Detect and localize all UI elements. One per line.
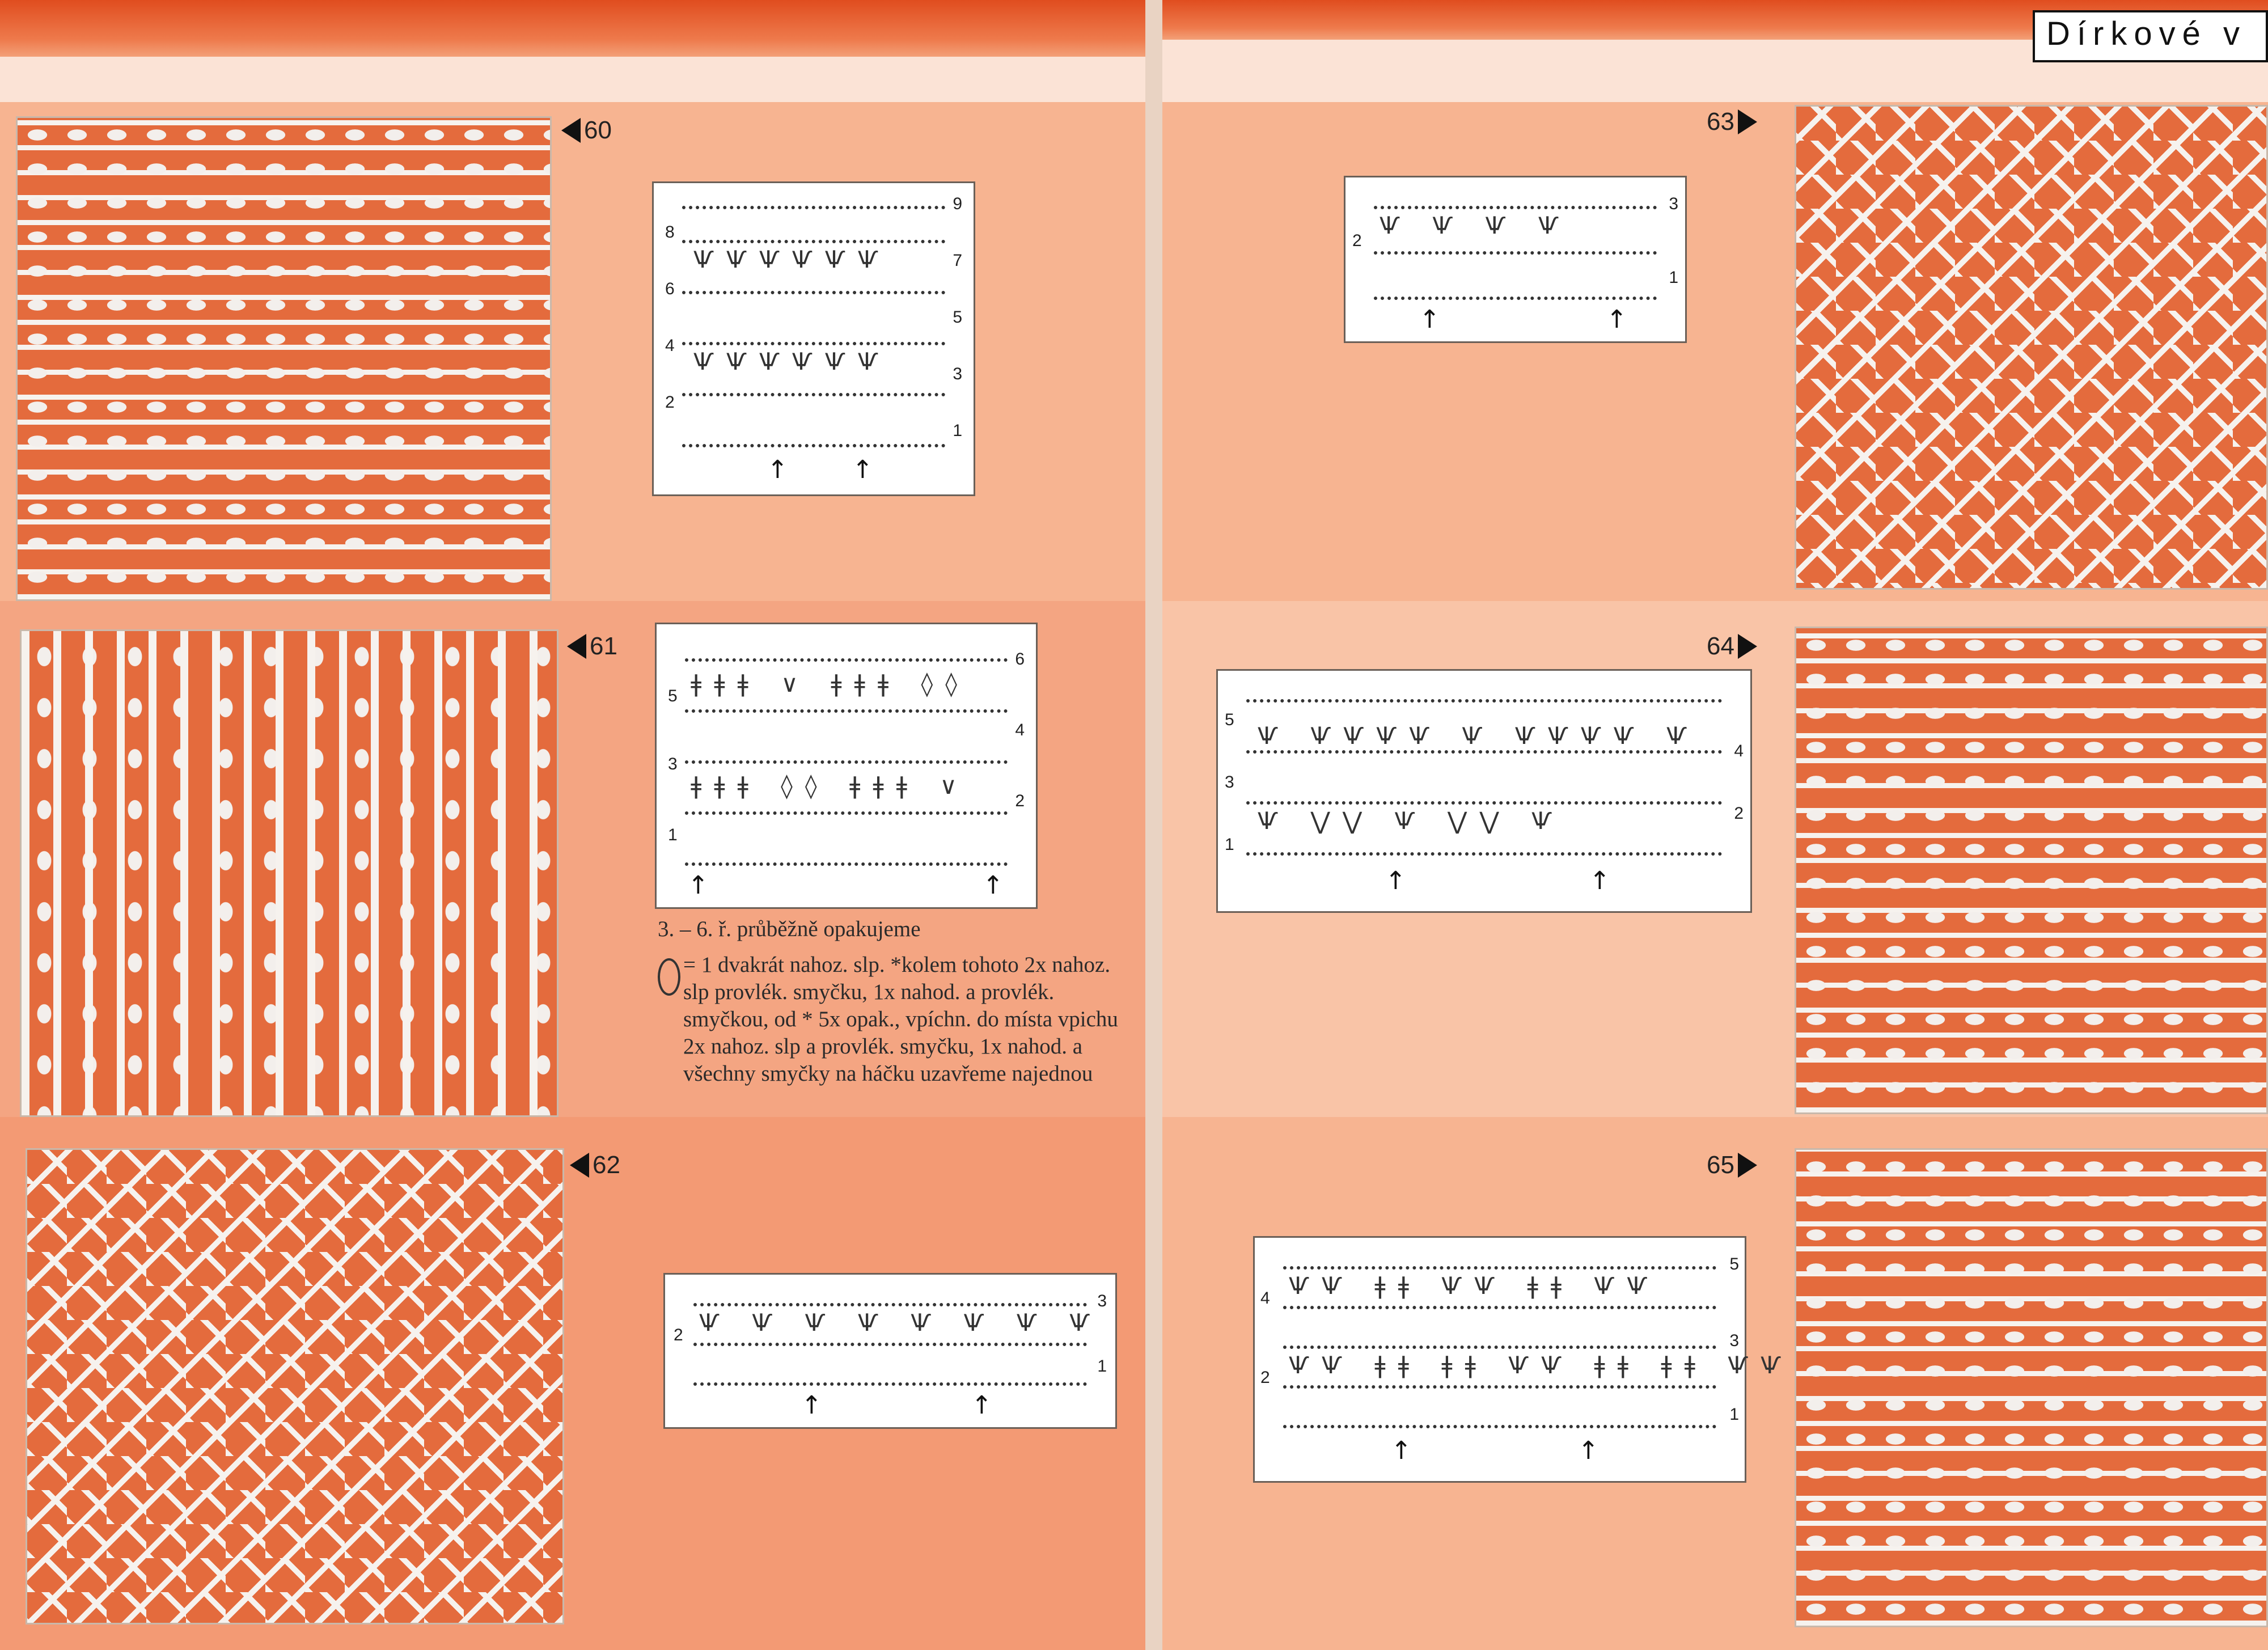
pattern-number: 65 <box>1707 1151 1734 1179</box>
up-arrow-icon: ↑ <box>983 871 1004 900</box>
row-number-left: 3 <box>668 755 678 773</box>
spine <box>1145 0 1162 1650</box>
triangle-left-icon <box>570 1153 589 1178</box>
chart-64 <box>1216 669 1752 913</box>
row-number-right: 3 <box>1729 1331 1739 1350</box>
top-bar-left <box>0 0 1145 57</box>
swatch-photo-61 <box>20 629 558 1117</box>
triangle-left-icon <box>567 634 586 659</box>
up-arrow-icon: ↑ <box>688 871 709 900</box>
pattern-label-63 <box>1707 108 1757 136</box>
chart-symbols: Ѱ Ѱ Ѱ Ѱ <box>1380 211 1571 239</box>
row-number-right: 3 <box>1097 1292 1107 1310</box>
section-title: Dírkové v <box>2033 10 2268 62</box>
chart-61 <box>655 623 1038 909</box>
up-arrow-icon: ↑ <box>1589 866 1610 895</box>
row-number-right: 1 <box>1729 1405 1739 1424</box>
row-number-left: 2 <box>1260 1368 1270 1387</box>
chart-symbols: ѰѰѰѰѰѰ <box>693 246 891 273</box>
row-number-right: 4 <box>1015 721 1025 739</box>
chart-symbols: Ѱ Ѱ Ѱ Ѱ Ѱ Ѱ Ѱ Ѱ <box>699 1309 1103 1336</box>
pattern-number: 63 <box>1707 108 1734 136</box>
symbol-explanation: = 1 dvakrát nahoz. slp. *kolem tohoto 2x nahoz. slp provlék. smyčku, 1x nahod. a provlék. smyčkou, od * 5x opak., vpíchn. do místa vpichu 2x nahoz. slp a provlék. smyčku, 1x nahod. a všechny smyčky na háčku uzavřeme najednou <box>683 953 1118 1086</box>
pattern-number: 60 <box>584 116 612 144</box>
pattern-number: 64 <box>1707 632 1734 660</box>
up-arrow-icon: ↑ <box>1578 1436 1599 1465</box>
swatch-photo-64 <box>1795 627 2268 1114</box>
row-number-right: 2 <box>1734 804 1744 823</box>
pattern-label-61 <box>567 632 617 661</box>
up-arrow-icon: ↑ <box>1391 1436 1412 1465</box>
chart-symbols: Ѱ ⋁⋁ Ѱ ⋁⋁ Ѱ <box>1258 807 1565 835</box>
pattern-label-65 <box>1707 1151 1757 1179</box>
row-number-right: 6 <box>1015 650 1025 669</box>
chart-62 <box>663 1273 1117 1429</box>
row-number-right: 3 <box>1669 194 1678 213</box>
chart-symbols: Ѱ ѰѰѰѰ Ѱ ѰѰѰѰ Ѱ <box>1258 722 1700 750</box>
row-number-right: 4 <box>1734 742 1744 760</box>
row-number-right: 7 <box>953 251 962 270</box>
up-arrow-icon: ↑ <box>801 1391 822 1420</box>
chart-symbols: ǂǂǂ ◊◊ ǂǂǂ ∨ <box>691 772 970 799</box>
up-arrow-icon: ↑ <box>1606 305 1627 334</box>
pattern-label-62 <box>570 1151 620 1179</box>
pattern-number: 61 <box>590 632 617 660</box>
row-number-left: 1 <box>668 826 678 844</box>
row-number-left: 5 <box>1225 710 1234 729</box>
pattern-label-60 <box>561 116 612 145</box>
row-number-right: 9 <box>953 194 962 213</box>
row-number-left: 6 <box>665 280 675 298</box>
swatch-photo-60 <box>16 116 552 601</box>
pattern-label-64 <box>1707 632 1757 661</box>
row-number-left: 2 <box>665 393 675 412</box>
row-number-right: 1 <box>953 421 962 440</box>
pattern-number: 62 <box>593 1151 620 1179</box>
triangle-right-icon <box>1738 109 1757 134</box>
chart-symbols: ѰѰ ǂǂ ǂǂ ѰѰ ǂǂ ǂǂ ѰѰ <box>1289 1351 1794 1379</box>
swatch-photo-62 <box>26 1148 564 1624</box>
row-number-left: 4 <box>1260 1289 1270 1308</box>
row-number-left: 5 <box>668 687 678 705</box>
top-strip-left <box>0 57 1145 102</box>
triangle-right-icon <box>1738 1153 1757 1178</box>
repeat-note: 3. – 6. ř. průběžně opakujeme <box>658 917 921 941</box>
up-arrow-icon: ↑ <box>767 455 788 484</box>
up-arrow-icon: ↑ <box>1385 866 1406 895</box>
oval-symbol-icon <box>658 958 680 996</box>
row-number-left: 1 <box>1225 835 1234 854</box>
swatch-photo-63 <box>1795 105 2268 590</box>
row-number-right: 5 <box>1729 1255 1739 1274</box>
up-arrow-icon: ↑ <box>971 1391 992 1420</box>
row-number-left: 2 <box>1352 231 1362 250</box>
chart-60 <box>652 181 975 496</box>
up-arrow-icon: ↑ <box>852 455 873 484</box>
row-number-left: 4 <box>665 336 675 355</box>
row-number-left: 2 <box>674 1326 683 1344</box>
chart-symbols: ѰѰѰѰѰѰ <box>693 348 891 375</box>
row-number-left: 8 <box>665 223 675 242</box>
chart-symbols: ǂǂǂ ∨ ǂǂǂ ◊◊ <box>691 670 970 697</box>
triangle-right-icon <box>1738 634 1757 659</box>
chart-63 <box>1344 176 1687 343</box>
chart-symbols: ѰѰ ǂǂ ѰѰ ǂǂ ѰѰ <box>1289 1272 1660 1300</box>
up-arrow-icon: ↑ <box>1419 305 1440 334</box>
triangle-left-icon <box>561 118 581 143</box>
swatch-photo-65 <box>1795 1148 2268 1627</box>
row-number-right: 3 <box>953 365 962 383</box>
row-number-right: 5 <box>953 308 962 327</box>
row-number-left: 3 <box>1225 773 1234 792</box>
row-number-right: 1 <box>1097 1357 1107 1376</box>
row-number-right: 2 <box>1015 792 1025 810</box>
chart-65 <box>1253 1236 1794 1483</box>
row-number-right: 1 <box>1669 268 1678 287</box>
